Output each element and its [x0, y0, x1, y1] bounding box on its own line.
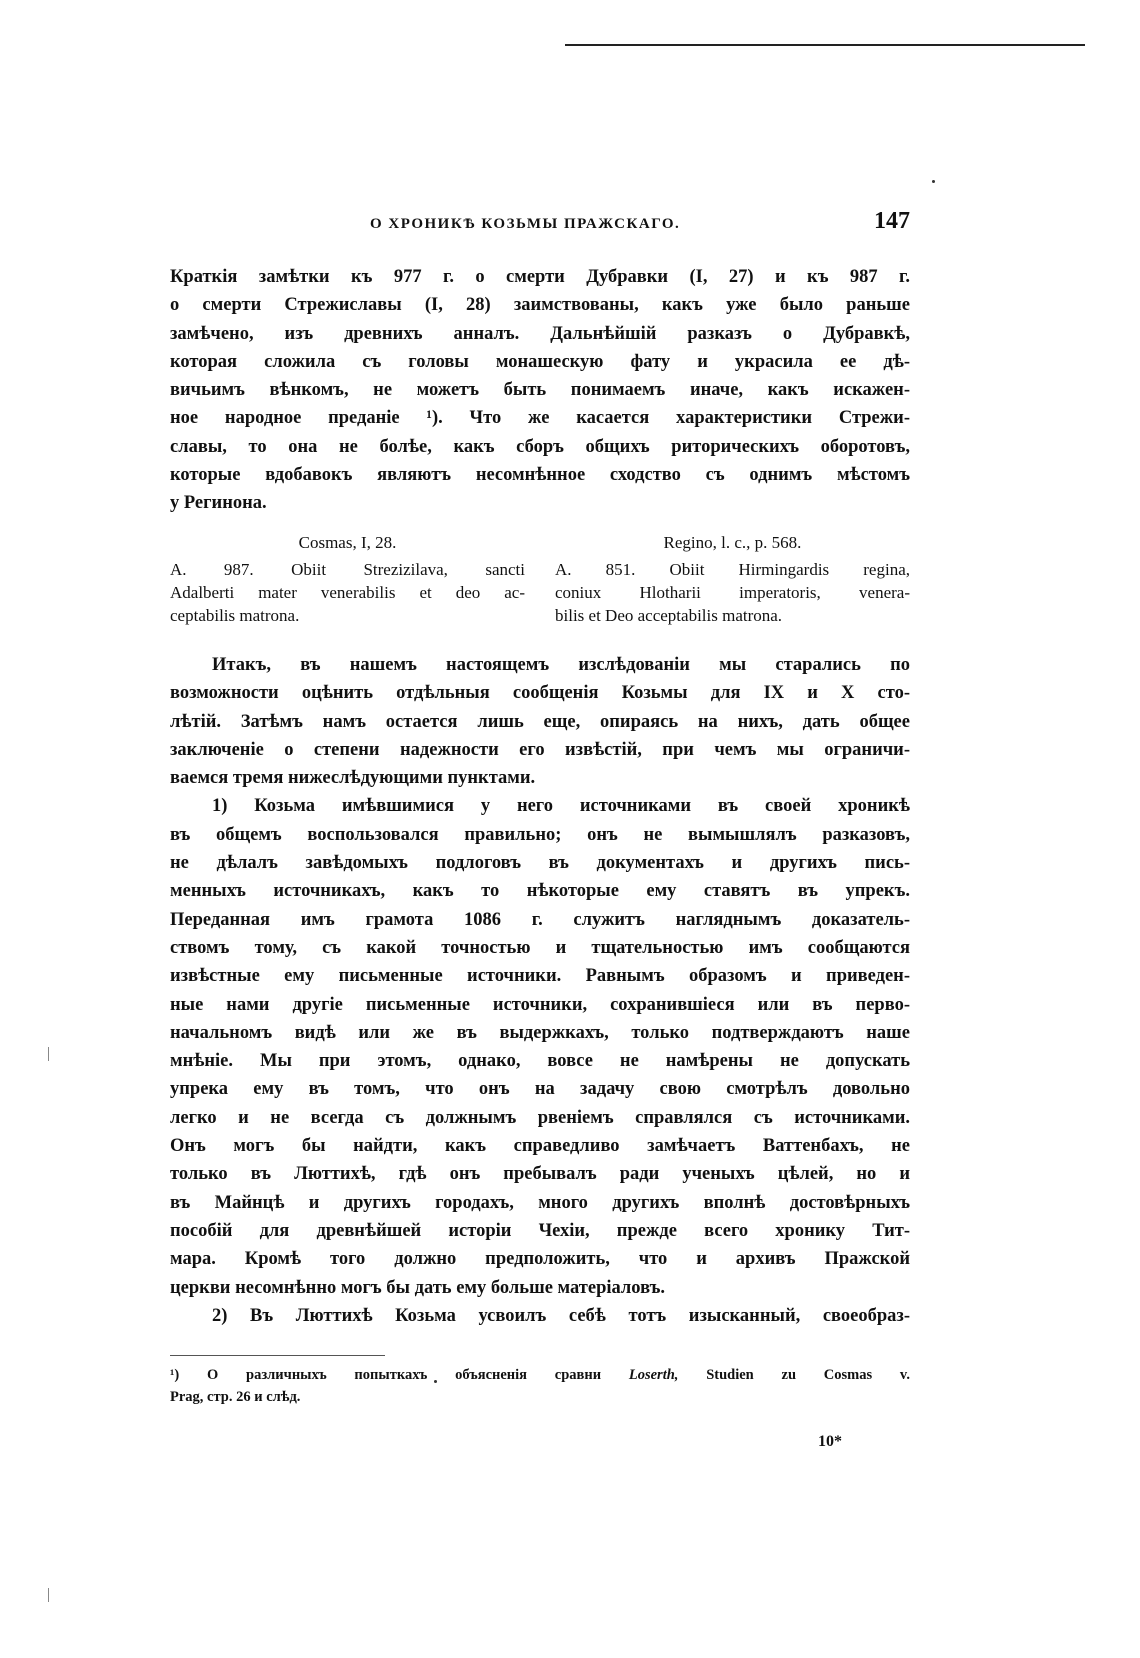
quote-line: coniux Hlotharii imperatoris, venera-: [555, 583, 910, 602]
text-line: 2) Въ Люттихѣ Козьма усвоилъ себѣ тотъ изысканный, своеобраз-: [212, 1305, 910, 1326]
text-line: заключеніе о степени надежности его извѣстій, при чемъ мы ограничи-: [170, 739, 910, 760]
footnote-author: Loserth,: [628, 1367, 679, 1383]
text-line: церкви несомнѣнно могъ бы дать ему больше матеріаловъ.: [170, 1277, 666, 1298]
text-line: менныхъ источникахъ, какъ то нѣкоторые ему ставятъ въ упрекъ.: [170, 881, 910, 902]
text-line: у Регинона.: [170, 493, 267, 514]
text-line: возможности оцѣнить отдѣльныя сообщенія Козьмы для IX и X сто-: [170, 683, 910, 704]
text-line: о смерти Стрежиславы (I, 28) заимствованы, какъ уже было раньше: [170, 295, 910, 316]
top-rule: [565, 44, 1085, 46]
text-line: 1) Козьма имѣвшимися у него источниками въ своей хроникѣ: [212, 796, 910, 817]
edge-mark: [48, 1588, 49, 1602]
footnote-text: Studien zu Cosmas v.: [678, 1367, 910, 1383]
text-line: мнѣніе. Мы при этомъ, однако, вовсе не намѣрены не допускать: [170, 1051, 910, 1072]
text-line: не дѣлалъ завѣдомыхъ подлоговъ въ документахъ и другихъ пись-: [170, 853, 910, 874]
text-line: Краткія замѣтки къ 977 г. о смерти Дубравки (I, 27) и къ 987 г.: [170, 267, 910, 287]
text-line: ствомъ тому, съ какой точностью и тщательностью имъ сообщаются: [170, 937, 910, 958]
quote-line: A. 987. Obiit Strezizilava, sancti: [170, 560, 525, 579]
text-line: только въ Люттихѣ, гдѣ онъ пребывалъ ради ученыхъ цѣлей, но и: [170, 1164, 910, 1185]
text-line: которая сложила съ головы монашескую фату и украсила ее дѣ-: [170, 351, 910, 372]
edge-mark: [48, 1047, 49, 1061]
text-line: легко и не всегда съ должнымъ рвеніемъ справлялся съ источниками.: [170, 1107, 910, 1128]
text-line: Итакъ, въ нашемъ настоящемъ изслѣдованіи мы старались по: [212, 655, 910, 675]
quote-cosmas: [170, 531, 525, 627]
footnote-rule: [170, 1355, 385, 1356]
paragraph-4: [170, 1302, 910, 1330]
text-line: мара. Кромѣ того должно предположить, что и архивъ Пражской: [170, 1249, 910, 1270]
paragraph-1: [170, 263, 910, 518]
text-line: пособій для древнѣйшей исторіи Чехіи, прежде всего хронику Тит-: [170, 1220, 910, 1241]
text-line: въ общемъ воспользовался правильно; онъ не вымышлялъ разказовъ,: [170, 824, 910, 845]
footnote-line: [170, 1364, 910, 1386]
paragraph-3: [170, 792, 910, 1301]
text-line: замѣчено, изъ древнихъ анналъ. Дальнѣйшій разказъ о Дубравкѣ,: [170, 323, 910, 344]
footnote-text: ¹) О различныхъ попыткахъ объясненія сравни: [170, 1367, 629, 1383]
quote-regino: [555, 531, 910, 627]
quote-heading: Regino, l. c., p. 568.: [663, 533, 802, 552]
text-line: вичьимъ вѣнкомъ, не можетъ быть понимаемъ иначе, какъ искажен-: [170, 380, 910, 401]
text-line: Онъ могъ бы найдти, какъ справедливо замѣчаетъ Ваттенбахъ, не: [170, 1136, 910, 1157]
quote-line: ceptabilis matrona.: [170, 606, 300, 625]
text-line: извѣстные ему письменные источники. Равнымъ образомъ и приведен-: [170, 966, 910, 987]
text-line: которые вдобавокъ являютъ несомнѣнное сходство съ однимъ мѣстомъ: [170, 465, 910, 486]
text-line: Переданная имъ грамота 1086 г. служитъ нагляднымъ доказатель-: [170, 909, 910, 930]
text-line: лѣтій. Затѣмъ намъ остается лишь еще, опираясь на нихъ, дать общее: [170, 711, 910, 732]
quote-heading: Cosmas, I, 28.: [298, 533, 397, 552]
page-number: 147: [874, 208, 910, 234]
text-line: начальномъ видѣ или же въ выдержкахъ, только подтверждаютъ наше: [170, 1022, 910, 1043]
paragraph-2: [170, 651, 910, 792]
quote-line: Adalberti mater venerabilis et deo ac-: [170, 583, 525, 602]
main-text: [170, 651, 910, 1330]
text-line: ное народное преданіе ¹). Что же касается характеристики Стрежи-: [170, 408, 910, 429]
page-header: [170, 208, 910, 242]
text-line: упрека ему въ томъ, что онъ на задачу свою смотрѣлъ довольно: [170, 1079, 910, 1100]
text-line: ные нами другіе письменные источники, сохранившіеся или въ перво-: [170, 994, 910, 1015]
signature-mark: 10*: [818, 1433, 842, 1450]
quote-line: bilis et Deo acceptabilis matrona.: [555, 606, 783, 625]
footnote-line: Prag, стр. 26 и слѣд.: [170, 1389, 301, 1405]
text-line: славы, то она не болѣе, какъ сборъ общихъ риторическихъ оборотовъ,: [170, 436, 910, 457]
footnote: [170, 1364, 910, 1408]
text-line: въ Майнцѣ и другихъ городахъ, много другихъ вполнѣ достовѣрныхъ: [170, 1192, 910, 1213]
quote-line: A. 851. Obiit Hirmingardis regina,: [555, 560, 910, 579]
scan-speck: [932, 180, 935, 183]
text-line: ваемся тремя нижеслѣдующими пунктами.: [170, 768, 536, 789]
running-head: О ХРОНИКѢ КОЗЬМЫ ПРАЖСКАГО.: [370, 216, 681, 232]
